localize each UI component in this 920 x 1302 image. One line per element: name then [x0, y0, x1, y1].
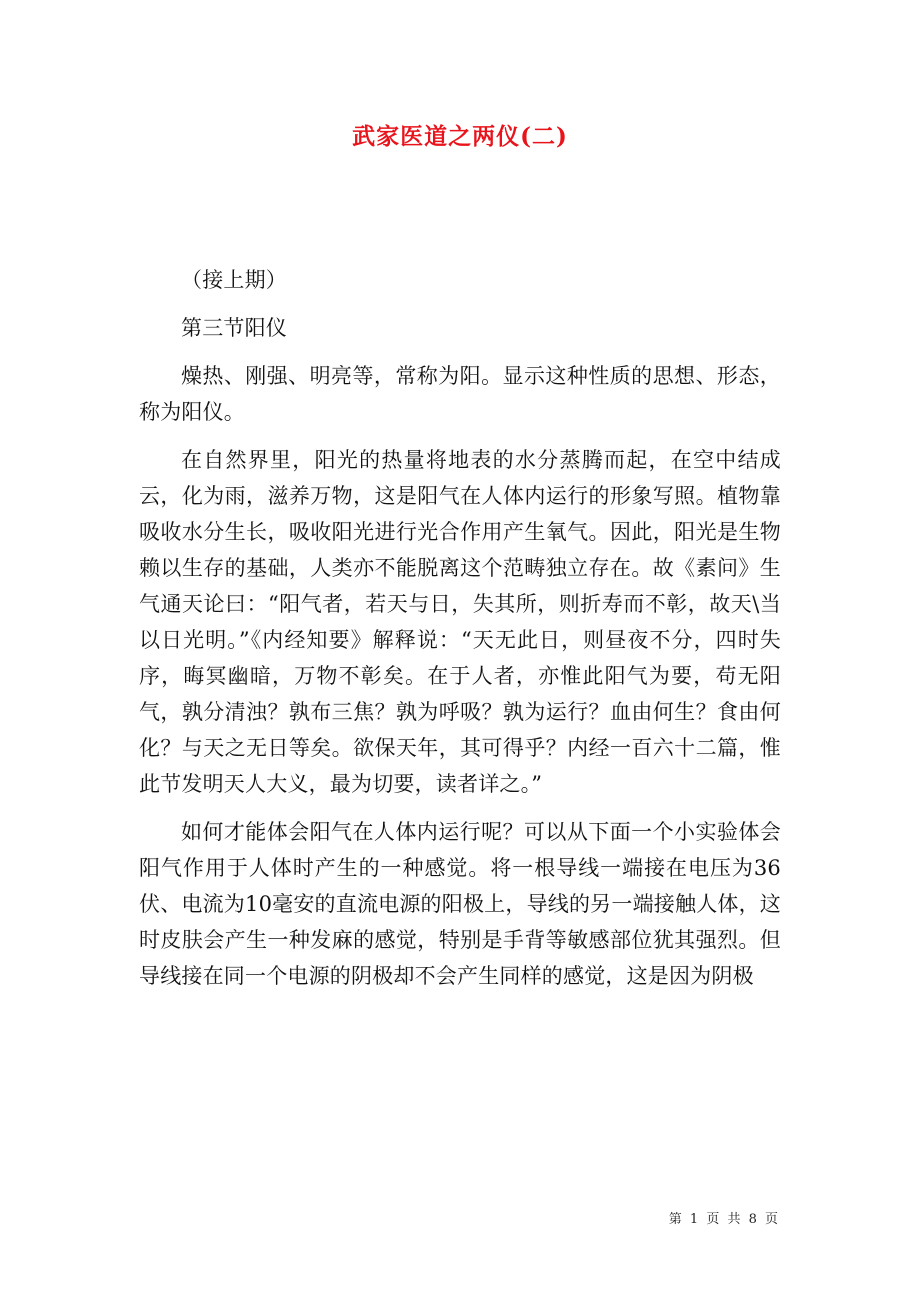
page-number-footer: 第 1 页 共 8 页 — [668, 1212, 780, 1227]
document-body — [139, 262, 781, 1006]
page-title: 武家医道之两仪(二) — [352, 123, 568, 150]
paragraph: 燥热、刚强、明亮等，常称为阳。显示这种性质的思想、形态，称为阳仪。 — [139, 364, 781, 424]
paragraph: 在自然界里，阳光的热量将地表的水分蒸腾而起，在空中结成云，化为雨，滋养万物，这是阳气在人体内运行的形象写照。植物靠吸收水分生长，吸收阳光进行光合作用产生氧气。因此，阳光是生物赖以生存的基础，人类亦不能脱离这个范畴独立存在。故《素问》生气通天论曰：“阳气者，若天与日，失其所，则折寿而不彰，故天\当以日光明。”《内经知要》解释说：“天无此日，则昼夜不分，四时失序，晦冥幽暗，万物不彰矣。在于人者，亦惟此阳气为要，苟无阳气，孰分清浊？孰布三焦？孰为呼吸？孰为运行？血由何生？食由何化？与天之无日等矣。欲保天年，其可得乎？内经一百六十二篇，惟此节发明天人大义，最为切要，读者详之。” — [139, 448, 781, 796]
section-heading: 第三节阳仪 — [181, 316, 287, 340]
paragraph: 如何才能体会阳气在人体内运行呢？可以从下面一个小实验体会阳气作用于人体时产生的一种感觉。将一根导线一端接在电压为36伏、电流为10毫安的直流电源的阳极上，导线的另一端接触人体，这时皮肤会产生一种发麻的感觉，特别是手背等敏感部位犹其强烈。但导线接在同一个电源的阴极却不会产生同样的感觉，这是因为阴极 — [139, 820, 781, 988]
paragraph-continued-note: （接上期） — [181, 268, 287, 292]
